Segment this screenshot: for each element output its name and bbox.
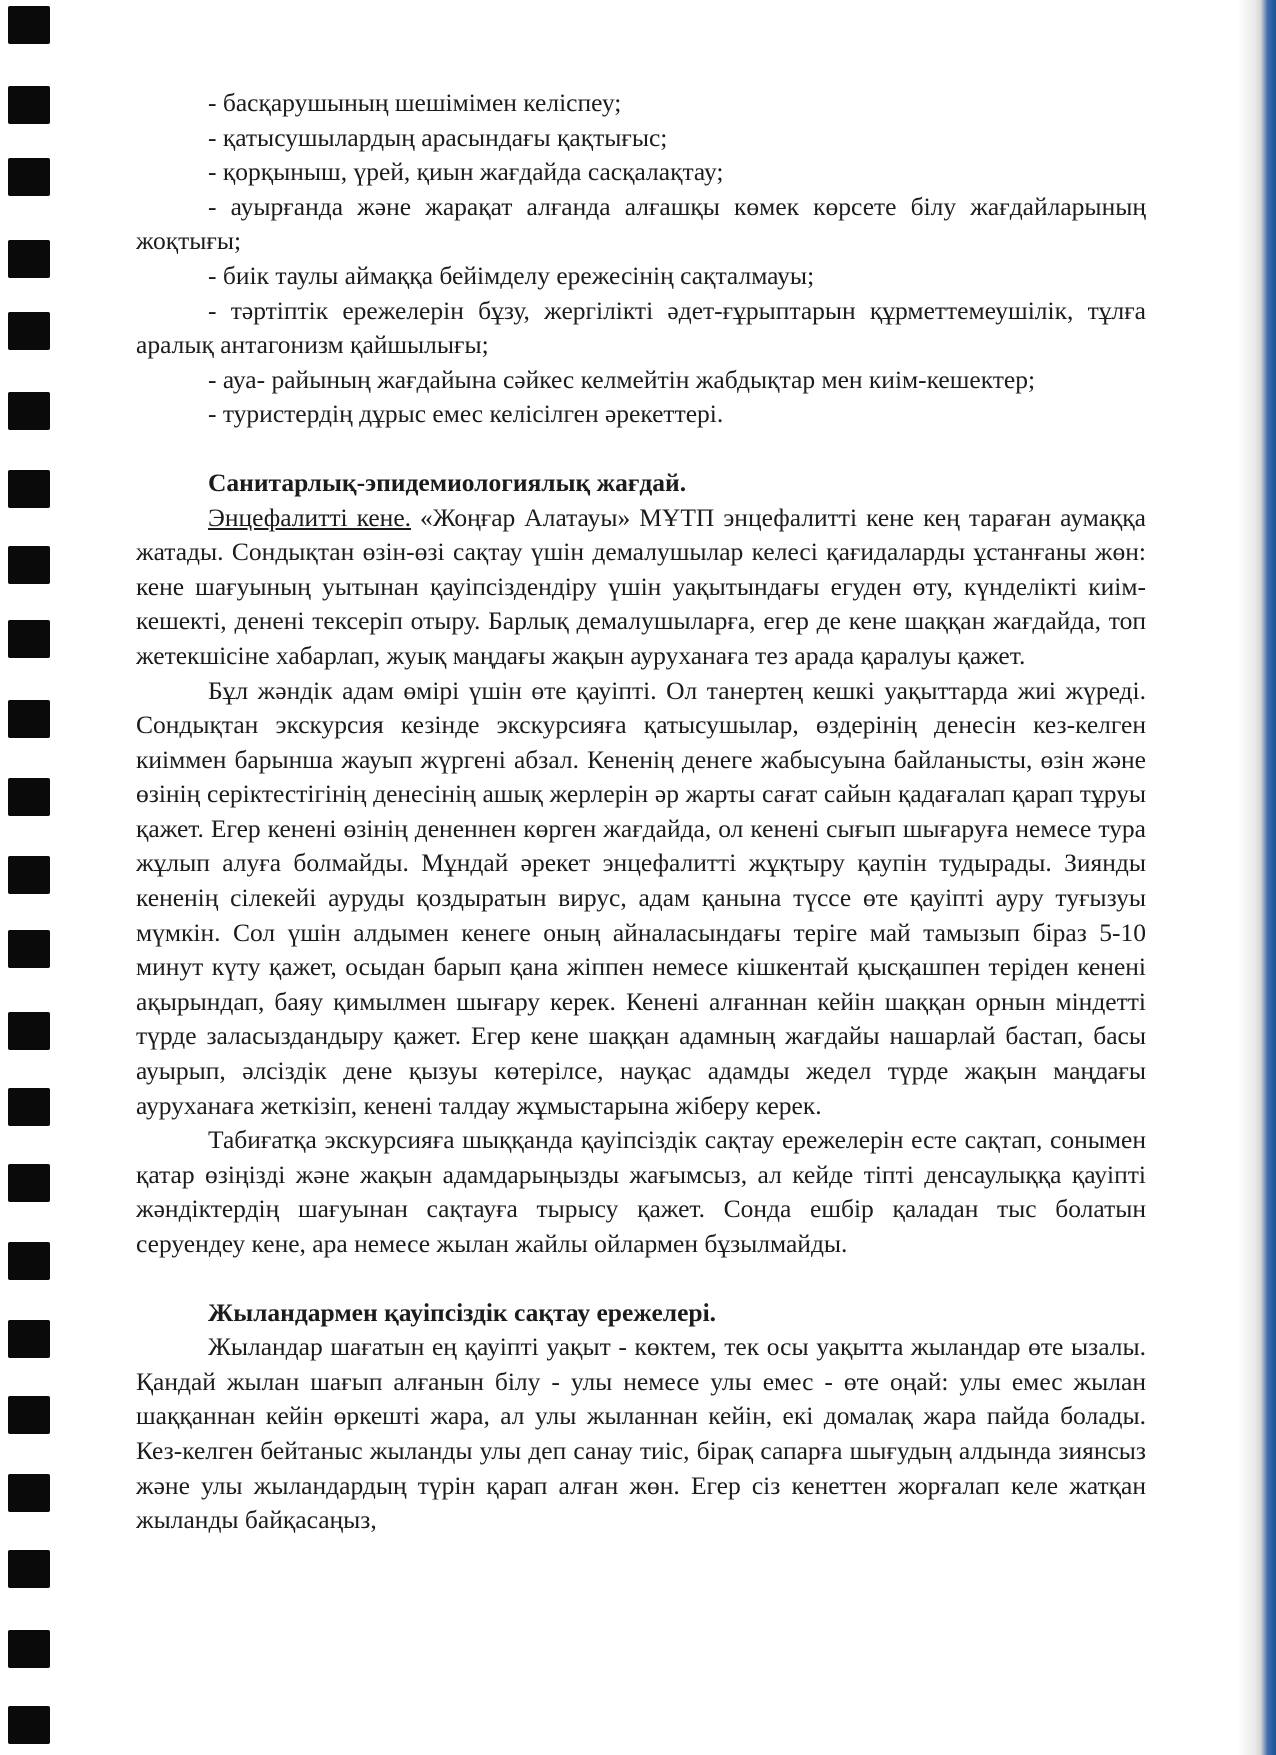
list-item: - биік таулы аймаққа бейімделу ережесінің сақталмауы; <box>208 260 815 290</box>
document-body <box>136 86 1146 1538</box>
binding-hole <box>8 700 50 738</box>
binding-hole <box>8 6 50 44</box>
binding-hole <box>8 1088 50 1126</box>
list-item: - ауырғанда және жарақат алғанда алғашқы көмек көрсете білу жағдайларының жоқтығы; <box>136 191 1146 256</box>
binding-hole <box>8 1242 50 1280</box>
binding-hole <box>8 86 50 124</box>
list-item: - қорқыныш, үрей, қиын жағдайда сасқалақтау; <box>208 157 724 187</box>
paragraph-tick-intro <box>136 501 1146 674</box>
paragraph-excursion-safety: Табиғатқа экскурсияға шыққанда қауіпсіздік сақтау ережелерін есте сақтап, сонымен қатар өзіңізді және жақын адамдарыңызды жағымсыз, ал кейде тіпті денсаулыққа қауіпті жәндіктердің шағуынан сақтауға тырысу қажет. Сонда ешбір қаладан тыс болатын серуендеу кене, ара немесе жылан жайлы ойлармен бұзылмайды. <box>136 1125 1146 1258</box>
list-item: - басқарушының шешімімен келіспеу; <box>208 88 622 117</box>
list-item: - қатысушылардың арасындағы қақтығыс; <box>208 122 668 152</box>
binding-hole <box>8 1550 50 1588</box>
list-item: - тәртіптік ережелерін бұзу, жергілікті әдет-ғұрыптарын құрметтемеушілік, тұлға аралық антагонизм қайшылығы; <box>136 295 1146 360</box>
binding-hole <box>8 240 50 278</box>
binding-hole <box>8 158 50 196</box>
binding-holes <box>0 0 60 1755</box>
paragraph-text: «Жоңғар Алатауы» МҰТП энцефалитті кене кең тараған аумаққа жатады. Сондықтан өзін-өзі сақтау үшін демалушылар келесі қағидаларды ұстанғаны жөн: кене шағуының уытынан қауіпсіздендіру үшін уақытындағы егуден өту, күнделікті киім-кешекті, денені тексеріп отыру. Барлық демалушыларға, егер де кене шаққан жағдайда, топ жетекшісіне хабарлап, жуық маңдағы жақын ауруханаға тез арада қаралуы қажет. <box>136 502 1146 670</box>
underlined-term: Энцефалитті кене. <box>208 502 412 532</box>
binding-hole <box>8 856 50 894</box>
binding-hole <box>8 1474 50 1512</box>
spacer <box>136 1262 1146 1296</box>
binding-hole <box>8 1320 50 1358</box>
binding-hole <box>8 620 50 658</box>
binding-hole <box>8 312 50 350</box>
binding-hole <box>8 930 50 968</box>
spacer <box>136 432 1146 466</box>
list-item: - ауа- райының жағдайына сәйкес келмейтін жабдықтар мен киім-кешектер; <box>208 364 1036 394</box>
paragraph-snakes: Жыландар шағатын ең қауіпті уақыт - көктем, тек осы уақытта жыландар өте ызалы. Қандай жылан шағып алғанын білу - улы немесе улы емес - өте оңай: улы емес жылан шаққаннан кейін өркешті жара, ал улы жыланнан кейін, екі домалақ жара пайда болады. Кез-келген бейтаныс жыланды улы деп санау тиіс, бірақ сапарға шығудың алдында зиянсыз және улы жыландардың түрін қарап алған жөн. Егер сіз кенеттен жорғалап келе жатқан жыланды байқасаңыз, <box>136 1332 1146 1535</box>
paragraph-tick-danger: Бұл жәндік адам өмірі үшін өте қауіпті. Ол танертең кешкі уақыттарда жиі жүреді. Сондықтан экскурсия кезінде экскурсияға қатысушылар, өздерінің денесін кез-келген киіммен барынша жауып жүргені абзал. Кененің денеге жабысуына байланысты, өзін және өзінің серіктестігінің денесінің ашық жерлерін әр жарты сағат сайын қадағалап қарап тұруы қажет. Егер кенені өзінің дененнен көрген жағдайда, ол кенені сығып шығаруға немесе тура жұлып алуға болмайды. Мұндай әрекет энцефалитті жұқтыру қаупін тудырады. Зиянды кененің сілекейі ауруды қоздыратын вирус, адам қанына түссе өте қауіпті ауру туғызуы мүмкін. Сол үшін алдымен кенеге оның айналасындағы теріге май тамызып біраз 5-10 минут күту қажет, осыдан барып қана жіппен немесе кішкентай қысқашпен теріден кенені ақырындап, баяу қимылмен шығару керек. Кенені алғаннан кейін шаққан орнын міндетті түрде заласыздандыру қажет. Егер кене шаққан адамның жағдайы нашарлай бастап, басы ауырып, әлсіздік дене қызуы көтерілсе, науқас адамды жедел түрде жақын маңдағы ауруханаға жеткізіп, кенені талдау жұмыстарына жіберу керек. <box>136 675 1146 1120</box>
binding-hole <box>8 1012 50 1050</box>
binding-hole <box>8 470 50 508</box>
section-heading-snakes: Жыландармен қауіпсіздік сақтау ережелері. <box>208 1297 717 1327</box>
section-heading-sanitary: Санитарлық-эпидемиологиялық жағдай. <box>208 467 687 497</box>
binding-hole <box>8 546 50 584</box>
binding-hole <box>8 778 50 816</box>
binding-hole <box>8 392 50 430</box>
binding-hole <box>8 1164 50 1202</box>
binding-hole <box>8 1396 50 1434</box>
page-edge-shadow <box>1238 0 1276 1755</box>
list-item: - туристердің дұрыс емес келісілген әрекеттері. <box>208 399 724 429</box>
binding-hole <box>8 1706 50 1744</box>
binding-hole <box>8 1630 50 1668</box>
